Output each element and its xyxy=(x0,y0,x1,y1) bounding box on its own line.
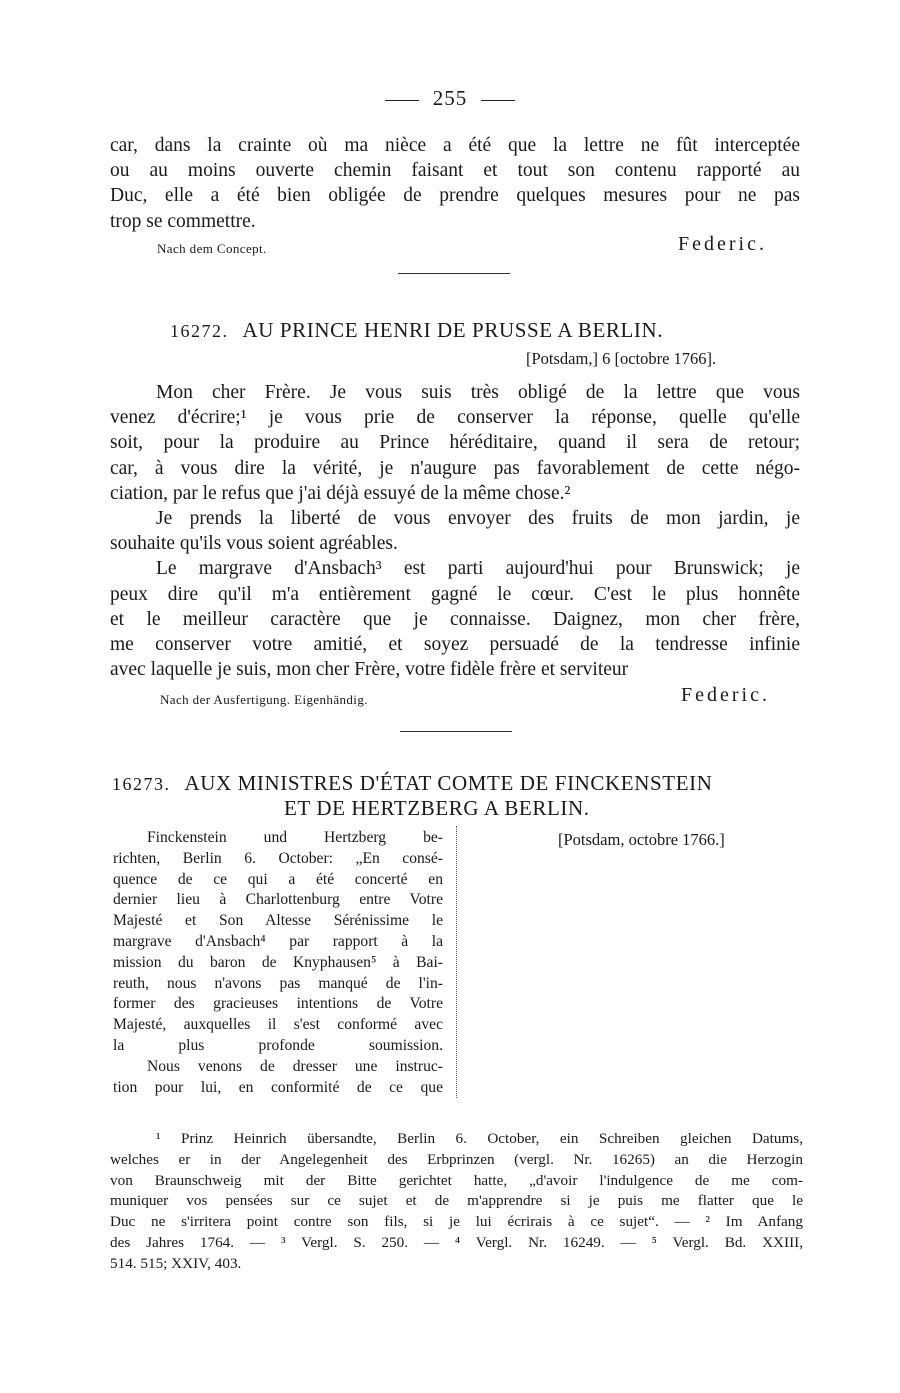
dateline: [Potsdam, octobre 1766.] xyxy=(558,830,725,849)
text-line: Le margrave d'Ansbach³ est parti aujourd'hui pour Brunswick; je xyxy=(156,558,800,580)
text-line: avec laquelle je suis, mon cher Frère, votre fidèle frère et serviteur xyxy=(110,659,629,681)
letter-body xyxy=(110,380,800,682)
section-divider xyxy=(398,273,510,274)
text-line: mission du baron de Knyphausen⁵ à Bai- xyxy=(113,953,443,971)
signature: Federic. xyxy=(678,233,767,255)
left-dash xyxy=(385,100,419,101)
text-line: former des gracieuses intentions de Votre xyxy=(113,995,443,1013)
footnote-line: 514. 515; XXIV, 403. xyxy=(110,1254,242,1272)
text-line: peux dire qu'il m'a entièrement gagné le cœur. C'est le plus honnête xyxy=(110,583,800,605)
text-line: Je prends la liberté de vous envoyer des fruits de mon jardin, je xyxy=(156,508,800,530)
text-line: tion pour lui, en conformité de ce que xyxy=(113,1078,443,1096)
section-divider xyxy=(400,731,512,732)
text-line: reuth, nous n'avons pas manqué de l'in- xyxy=(113,974,443,992)
text-line: richten, Berlin 6. October: „En consé- xyxy=(113,849,443,867)
letter-title: AU PRINCE HENRI DE PRUSSE A BERLIN. xyxy=(242,318,664,342)
text-line: soit, pour la produire au Prince héréditaire, quand il sera de retour; xyxy=(110,432,800,454)
page-number: 255 xyxy=(432,86,468,110)
footnote-line: welches er in der Angelegenheit des Erbprinzen (vergl. Nr. 16265) an die Herzogin xyxy=(110,1150,803,1168)
text-line: ou au moins ouverte chemin faisant et tout son contenu rapporté au xyxy=(110,160,800,182)
source-note: Nach dem Concept. xyxy=(157,241,267,256)
text-line: et le meilleur caractère que je connaisse. Daignez, mon cher frère, xyxy=(110,608,800,630)
text-line: margrave d'Ansbach⁴ par rapport à la xyxy=(113,932,443,950)
right-dash xyxy=(481,100,515,101)
text-line: quence de ce qui a été concerté en xyxy=(113,870,443,888)
text-line: dernier lieu à Charlottenburg entre Votre xyxy=(113,891,443,909)
page-number-row xyxy=(0,86,900,111)
text-line: trop se commettre. xyxy=(110,210,256,232)
text-line: venez d'écrire;¹ je vous prie de conserver la réponse, quelle qu'elle xyxy=(110,407,800,429)
text-line: Finckenstein und Hertzberg be- xyxy=(147,829,443,846)
letter-title: AUX MINISTRES D'ÉTAT COMTE DE FINCKENSTEIN xyxy=(184,771,713,795)
letter-heading xyxy=(112,771,713,796)
letter-heading xyxy=(170,318,663,343)
footnote-line: von Braunschweig mit der Bitte gerichtet hatte, „d'avoir l'indulgence de me com- xyxy=(110,1171,803,1189)
column-separator xyxy=(456,826,457,1098)
text-line: Majesté, auxquelles il s'est conformé avec xyxy=(113,1016,443,1034)
text-line: Nous venons de dresser une instruc- xyxy=(147,1057,443,1075)
text-line: Majesté et Son Altesse Sérénissime le xyxy=(113,912,443,930)
letter-number: 16273. xyxy=(112,774,171,794)
letter-number: 16272. xyxy=(170,321,229,341)
signature: Federic. xyxy=(681,684,770,706)
summary-column xyxy=(113,828,443,1098)
text-line: car, à vous dire la vérité, je n'augure pas favorablement de cette négo- xyxy=(110,457,800,479)
footnote-line: muniquer vos pensées sur ce sujet et de m'apprendre si je puis me flatter que le xyxy=(110,1192,803,1210)
source-note: Nach der Ausfertigung. Eigenhändig. xyxy=(160,692,368,707)
continuation-text xyxy=(110,133,800,234)
footnote-line: Duc ne s'irritera point contre son fils, si je lui écrirais à ce sujet“. — ² Im Anfang xyxy=(110,1213,803,1231)
footnote-line: ¹ Prinz Heinrich übersandte, Berlin 6. October, ein Schreiben gleichen Datums, xyxy=(156,1130,803,1147)
letter-title-line2: ET DE HERTZBERG A BERLIN. xyxy=(284,796,590,820)
text-line: me conserver votre amitié, et soyez persuadé de la tendresse infinie xyxy=(110,634,800,656)
text-line: Mon cher Frère. Je vous suis très obligé de la lettre que vous xyxy=(156,382,800,403)
text-line: Duc, elle a été bien obligée de prendre quelques mesures pour ne pas xyxy=(110,185,800,207)
text-line: car, dans la crainte où ma nièce a été que la lettre ne fût interceptée xyxy=(110,135,800,156)
text-line: souhaite qu'ils vous soient agréables. xyxy=(110,533,398,555)
text-line: la plus profonde soumission. xyxy=(113,1036,443,1054)
text-line: ciation, par le refus que j'ai déjà essuyé de la même chose.² xyxy=(110,482,571,504)
footnotes xyxy=(110,1129,803,1275)
dateline: [Potsdam,] 6 [octobre 1766]. xyxy=(526,349,717,368)
footnote-line: des Jahres 1764. — ³ Vergl. S. 250. — ⁴ Vergl. Nr. 16249. — ⁵ Vergl. Bd. XXIII, xyxy=(110,1233,803,1251)
